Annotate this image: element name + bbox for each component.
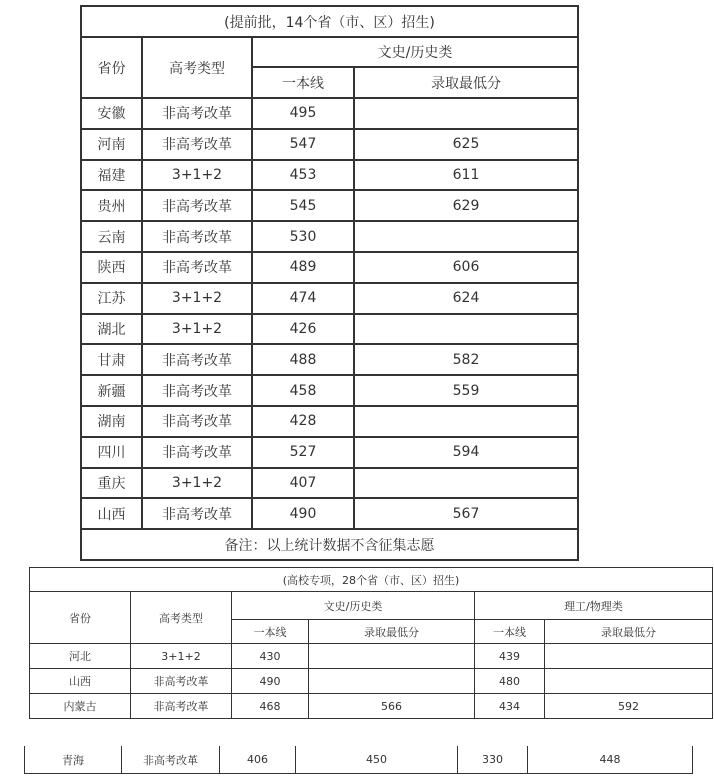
table-cell: 陕西 bbox=[81, 252, 142, 283]
table-cell: 406 bbox=[220, 746, 296, 774]
table-cell: 430 bbox=[232, 644, 309, 669]
table-cell: 450 bbox=[296, 746, 458, 774]
table-row bbox=[81, 314, 578, 345]
table-cell: 606 bbox=[354, 252, 578, 283]
table-cell: 407 bbox=[252, 468, 354, 499]
header-min-science: 录取最低分 bbox=[545, 620, 713, 644]
header-exam-type: 高考类型 bbox=[142, 37, 252, 98]
table-cell: 3+1+2 bbox=[142, 283, 252, 314]
table-cell: 安徽 bbox=[81, 98, 142, 129]
header-group-liberal: 文史/历史类 bbox=[252, 37, 578, 67]
table-cell: 453 bbox=[252, 160, 354, 191]
early-batch-table bbox=[80, 5, 579, 561]
table-cell: 582 bbox=[354, 344, 578, 375]
table-cell: 非高考改革 bbox=[142, 406, 252, 437]
table-cell: 490 bbox=[232, 669, 309, 694]
table-cell: 559 bbox=[354, 375, 578, 406]
table-cell: 3+1+2 bbox=[142, 468, 252, 499]
table-cell: 青海 bbox=[25, 746, 122, 774]
table-row bbox=[81, 160, 578, 191]
header-province: 省份 bbox=[81, 37, 142, 98]
table-cell: 重庆 bbox=[81, 468, 142, 499]
table-cell: 489 bbox=[252, 252, 354, 283]
table-row bbox=[25, 746, 693, 774]
table-row bbox=[30, 669, 713, 694]
table-cell: 434 bbox=[475, 694, 545, 719]
table-cell: 湖北 bbox=[81, 314, 142, 345]
table-cell: 甘肃 bbox=[81, 344, 142, 375]
table-cell: 566 bbox=[309, 694, 475, 719]
header-group-liberal: 文史/历史类 bbox=[232, 592, 475, 620]
table-cell: 428 bbox=[252, 406, 354, 437]
table-cell: 625 bbox=[354, 129, 578, 160]
table-cell bbox=[354, 221, 578, 252]
header-min-score: 录取最低分 bbox=[354, 67, 578, 98]
table-cell: 非高考改革 bbox=[142, 190, 252, 221]
table-row bbox=[81, 437, 578, 468]
header-line-science: 一本线 bbox=[475, 620, 545, 644]
table-cell: 非高考改革 bbox=[142, 437, 252, 468]
header-province: 省份 bbox=[30, 592, 131, 644]
special-program-table bbox=[29, 567, 713, 719]
table-cell: 山西 bbox=[30, 669, 131, 694]
table-cell: 488 bbox=[252, 344, 354, 375]
table-cell bbox=[545, 644, 713, 669]
table-cell: 内蒙古 bbox=[30, 694, 131, 719]
table-cell: 439 bbox=[475, 644, 545, 669]
table-row bbox=[81, 498, 578, 529]
table-cell: 458 bbox=[252, 375, 354, 406]
table-cell: 547 bbox=[252, 129, 354, 160]
table2-title: (高校专项，28个省（市、区）招生) bbox=[30, 568, 713, 592]
table-row bbox=[81, 468, 578, 499]
table-cell: 3+1+2 bbox=[142, 160, 252, 191]
table-cell: 426 bbox=[252, 314, 354, 345]
table-row bbox=[81, 344, 578, 375]
header-group-science: 理工/物理类 bbox=[475, 592, 713, 620]
table-cell: 非高考改革 bbox=[131, 694, 232, 719]
header-line: 一本线 bbox=[252, 67, 354, 98]
table-cell: 624 bbox=[354, 283, 578, 314]
table-row bbox=[30, 644, 713, 669]
table-cell: 湖南 bbox=[81, 406, 142, 437]
table-cell: 河北 bbox=[30, 644, 131, 669]
table-cell: 新疆 bbox=[81, 375, 142, 406]
table-cell bbox=[354, 468, 578, 499]
special-program-table-continued bbox=[24, 746, 693, 774]
table-cell: 629 bbox=[354, 190, 578, 221]
table-row bbox=[30, 694, 713, 719]
table-cell bbox=[309, 669, 475, 694]
table-cell: 480 bbox=[475, 669, 545, 694]
table-row bbox=[81, 375, 578, 406]
table1-note: 备注：以上统计数据不含征集志愿 bbox=[81, 529, 578, 560]
header-min-liberal: 录取最低分 bbox=[309, 620, 475, 644]
table-cell bbox=[354, 98, 578, 129]
table-cell: 福建 bbox=[81, 160, 142, 191]
table-cell: 非高考改革 bbox=[142, 98, 252, 129]
table-row bbox=[81, 252, 578, 283]
table-cell: 河南 bbox=[81, 129, 142, 160]
table-cell: 495 bbox=[252, 98, 354, 129]
table-cell: 468 bbox=[232, 694, 309, 719]
table-cell bbox=[309, 644, 475, 669]
table-cell: 611 bbox=[354, 160, 578, 191]
table-cell: 594 bbox=[354, 437, 578, 468]
table-row bbox=[81, 129, 578, 160]
table-cell: 3+1+2 bbox=[131, 644, 232, 669]
table-cell: 567 bbox=[354, 498, 578, 529]
table-cell: 330 bbox=[458, 746, 528, 774]
table-cell bbox=[354, 314, 578, 345]
table-cell: 474 bbox=[252, 283, 354, 314]
table-cell: 非高考改革 bbox=[142, 129, 252, 160]
table-cell: 江苏 bbox=[81, 283, 142, 314]
table-cell: 448 bbox=[528, 746, 693, 774]
table-cell: 3+1+2 bbox=[142, 314, 252, 345]
table-cell: 非高考改革 bbox=[142, 498, 252, 529]
table-row bbox=[81, 221, 578, 252]
table-cell: 非高考改革 bbox=[131, 669, 232, 694]
header-line-liberal: 一本线 bbox=[232, 620, 309, 644]
table-row bbox=[81, 283, 578, 314]
table-cell: 530 bbox=[252, 221, 354, 252]
table-cell: 山西 bbox=[81, 498, 142, 529]
table-cell: 四川 bbox=[81, 437, 142, 468]
table-cell: 非高考改革 bbox=[142, 344, 252, 375]
table-cell bbox=[545, 669, 713, 694]
table-row bbox=[81, 406, 578, 437]
table-cell: 490 bbox=[252, 498, 354, 529]
table-cell: 非高考改革 bbox=[122, 746, 220, 774]
table-cell: 592 bbox=[545, 694, 713, 719]
table-cell: 非高考改革 bbox=[142, 375, 252, 406]
table-cell bbox=[354, 406, 578, 437]
header-exam-type: 高考类型 bbox=[131, 592, 232, 644]
table-cell: 贵州 bbox=[81, 190, 142, 221]
table-row bbox=[81, 190, 578, 221]
table-cell: 545 bbox=[252, 190, 354, 221]
table-cell: 云南 bbox=[81, 221, 142, 252]
table-cell: 非高考改革 bbox=[142, 252, 252, 283]
table1-title: (提前批，14个省（市、区）招生) bbox=[81, 6, 578, 37]
table-cell: 非高考改革 bbox=[142, 221, 252, 252]
table-row bbox=[81, 98, 578, 129]
table-cell: 527 bbox=[252, 437, 354, 468]
